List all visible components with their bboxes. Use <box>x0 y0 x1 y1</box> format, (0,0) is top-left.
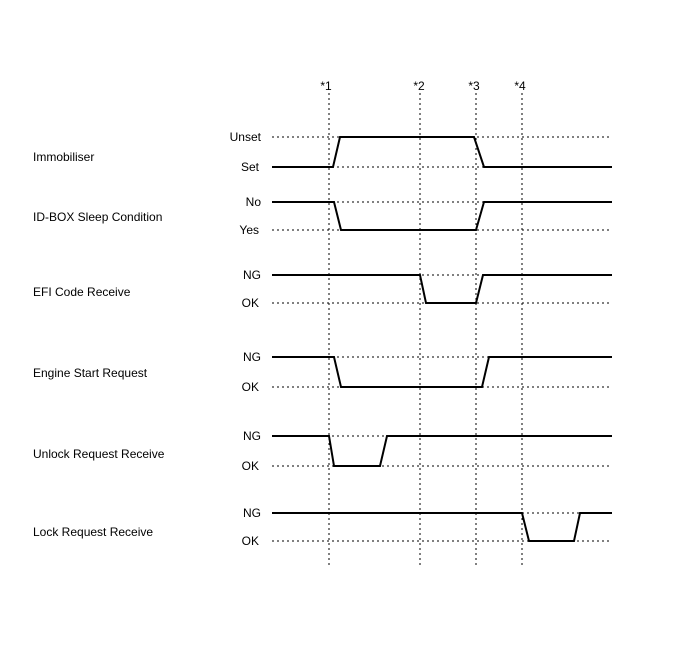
state-label-high: NG <box>243 506 261 520</box>
signal-waveform <box>272 137 612 167</box>
state-label-low: OK <box>241 296 259 310</box>
state-label-low: OK <box>241 459 259 473</box>
signal-row <box>33 268 612 310</box>
marker-label: *4 <box>514 79 526 93</box>
state-label-high: NG <box>243 429 261 443</box>
state-label-low: Set <box>240 160 259 174</box>
state-label-high: No <box>245 195 261 209</box>
marker-label: *3 <box>468 79 480 93</box>
signal-row <box>33 130 612 174</box>
state-label-low: OK <box>241 380 259 394</box>
marker-label: *1 <box>320 79 332 93</box>
signal-row <box>33 506 612 548</box>
signal-row <box>33 195 612 237</box>
marker-label: *2 <box>413 79 425 93</box>
signal-waveform <box>272 436 612 466</box>
signal-waveform <box>272 275 612 303</box>
signal-row <box>33 350 612 394</box>
state-label-low: Yes <box>239 223 259 237</box>
state-label-high: Unset <box>229 130 261 144</box>
state-label-high: NG <box>243 350 261 364</box>
signal-waveform <box>272 357 612 387</box>
signal-name: Immobiliser <box>33 150 95 164</box>
signal-waveform <box>272 513 612 541</box>
signal-row <box>33 429 612 473</box>
time-markers <box>320 79 526 566</box>
signal-name: Engine Start Request <box>33 366 148 380</box>
state-label-high: NG <box>243 268 261 282</box>
state-label-low: OK <box>241 534 259 548</box>
signal-rows <box>33 130 612 548</box>
signal-name: EFI Code Receive <box>33 285 131 299</box>
signal-waveform <box>272 202 612 230</box>
signal-name: Lock Request Receive <box>33 525 154 539</box>
signal-name: Unlock Request Receive <box>33 447 165 461</box>
signal-name: ID-BOX Sleep Condition <box>33 210 163 224</box>
